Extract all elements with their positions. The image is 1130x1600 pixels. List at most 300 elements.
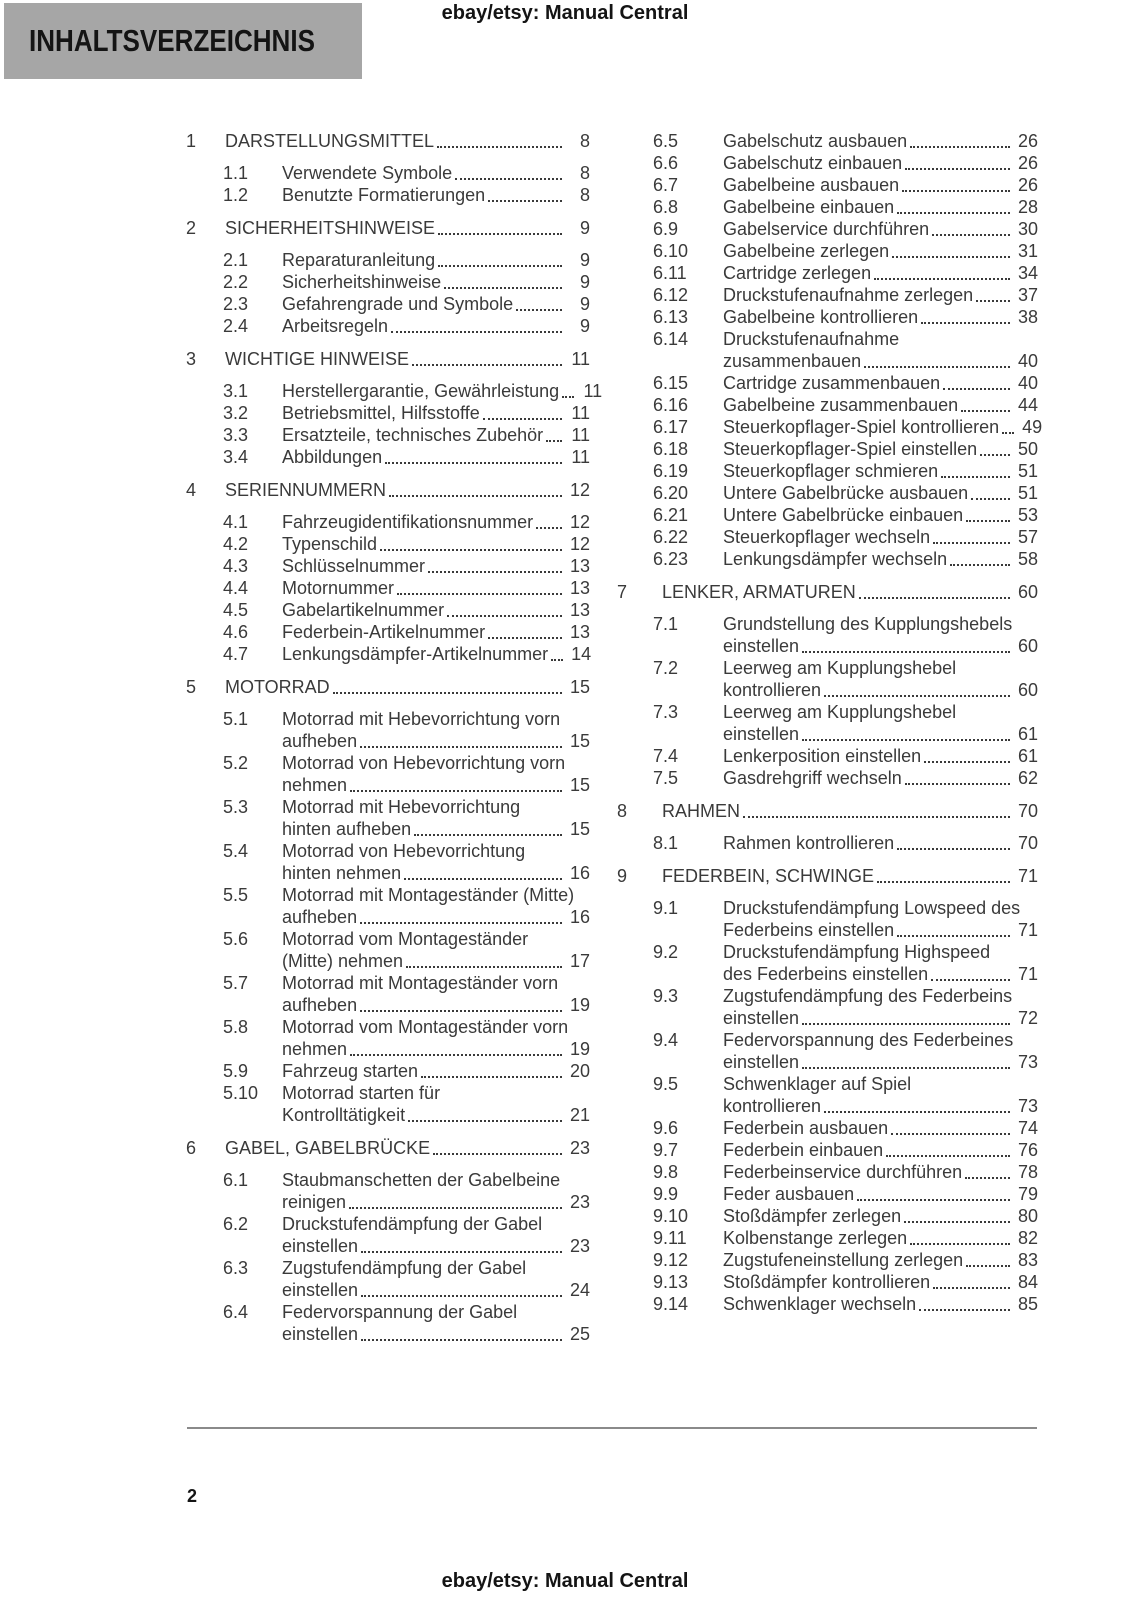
toc-entry-body — [282, 752, 590, 796]
toc-chapter-entry — [186, 130, 590, 152]
toc-entry-number: 2.4 — [223, 316, 249, 336]
toc-entry-number: 6.14 — [653, 329, 689, 349]
toc-entry-body — [225, 130, 590, 152]
dot-leader — [919, 1293, 1010, 1315]
toc-entry-page: 82 — [1017, 1228, 1038, 1248]
dot-leader — [361, 1323, 562, 1345]
toc-entry-page: 78 — [1017, 1162, 1038, 1182]
toc-entry-title: Gabelbeine zerlegen — [723, 241, 890, 261]
dot-leader — [976, 284, 1010, 306]
toc-entry-page: 26 — [1017, 175, 1038, 195]
toc-entry-page: 38 — [1017, 307, 1038, 327]
dot-leader — [864, 350, 1010, 372]
dot-leader — [455, 162, 562, 184]
toc-entry-number: 6.12 — [653, 285, 689, 305]
toc-entry-page: 13 — [569, 600, 590, 620]
toc-entry-page: 60 — [1017, 582, 1038, 602]
toc-column-left — [186, 130, 603, 1345]
toc-section-entry — [186, 533, 590, 555]
toc-entry-number: 5 — [186, 677, 197, 697]
toc-entry-page: 62 — [1017, 768, 1038, 788]
toc-entry-title: hinten nehmen — [282, 863, 402, 883]
dot-leader — [438, 249, 562, 271]
toc-entry-number: 1 — [186, 131, 197, 151]
toc-entry-number: 6.23 — [653, 549, 689, 569]
toc-entry-page: 51 — [1017, 461, 1038, 481]
dot-leader — [802, 723, 1010, 745]
toc-entry-page: 14 — [571, 644, 592, 664]
toc-entry-number: 7 — [617, 582, 628, 602]
toc-section-entry — [186, 1257, 590, 1301]
toc-entry-number: 7.1 — [653, 614, 679, 634]
toc-entry-page: 12 — [569, 534, 590, 554]
toc-entry-body — [282, 796, 590, 840]
dot-leader — [350, 1038, 562, 1060]
toc-entry-number: 5.10 — [223, 1083, 259, 1103]
toc-entry-title: LENKER, ARMATUREN — [662, 582, 856, 602]
toc-entry-body — [723, 1271, 1038, 1293]
toc-entry-number: 7.5 — [653, 768, 679, 788]
toc-entry-number: 5.5 — [223, 885, 249, 905]
toc-entry-title: Gabelartikelnummer — [282, 600, 445, 620]
toc-entry-body — [282, 1016, 590, 1060]
toc-entry-body — [282, 972, 590, 1016]
dot-leader — [824, 1095, 1010, 1117]
toc-entry-number: 2.1 — [223, 250, 249, 270]
dot-leader — [421, 1060, 562, 1082]
toc-entry-title: kontrollieren — [723, 680, 822, 700]
dot-leader — [438, 217, 562, 239]
toc-entry-body — [282, 577, 590, 599]
toc-entry-body — [723, 548, 1038, 570]
toc-chapter-entry — [617, 800, 1038, 822]
dot-leader — [447, 599, 562, 621]
toc-chapter-entry — [186, 348, 590, 370]
toc-entry-title: Schlüsselnummer — [282, 556, 426, 576]
toc-entry-number: 6.4 — [223, 1302, 249, 1322]
toc-entry-body — [282, 621, 590, 643]
toc-entry-number: 6.19 — [653, 461, 689, 481]
toc-entry-body — [723, 1227, 1038, 1249]
dot-leader — [933, 526, 1010, 548]
toc-entry-title: Benutzte Formatierungen — [282, 185, 486, 205]
toc-entry-page: 58 — [1017, 549, 1038, 569]
toc-entry-page: 60 — [1017, 636, 1038, 656]
toc-entry-number: 6.1 — [223, 1170, 249, 1190]
document-footer-title: ebay/etsy: Manual Central — [441, 1570, 689, 1592]
dot-leader — [404, 862, 562, 884]
toc-entry-body — [723, 416, 1043, 438]
toc-entry-title: Stoßdämpfer kontrollieren — [723, 1272, 931, 1292]
toc-entry-title: Steuerkopflager-Spiel einstellen — [723, 439, 978, 459]
toc-entry-page: 80 — [1017, 1206, 1038, 1226]
toc-entry-page: 9 — [579, 250, 590, 270]
toc-entry-body — [662, 581, 1038, 603]
dot-leader — [350, 774, 562, 796]
dot-leader — [743, 800, 1010, 822]
toc-entry-page: 26 — [1017, 153, 1038, 173]
toc-entry-number: 5.1 — [223, 709, 249, 729]
toc-entry-title: Federbeinservice durchführen — [723, 1162, 963, 1182]
toc-section-entry — [617, 218, 1038, 240]
toc-section-entry — [186, 162, 590, 184]
toc-entry-page: 40 — [1017, 351, 1038, 371]
toc-entry-body — [723, 152, 1038, 174]
dot-leader — [360, 906, 562, 928]
toc-entry-page: 13 — [569, 578, 590, 598]
toc-entry-title: Cartridge zerlegen — [723, 263, 872, 283]
dot-leader — [905, 767, 1010, 789]
dot-leader — [380, 533, 562, 555]
toc-entry-title: Stoßdämpfer zerlegen — [723, 1206, 902, 1226]
toc-entry-title-line: Staubmanschetten der Gabelbeine — [282, 1170, 561, 1190]
dot-leader — [965, 1161, 1010, 1183]
toc-entry-title-line: Motorrad mit Hebevorrichtung vorn — [282, 709, 561, 729]
toc-section-entry — [617, 196, 1038, 218]
toc-entry-body — [723, 372, 1038, 394]
toc-entry-body — [723, 897, 1038, 941]
document-header-title: ebay/etsy: Manual Central — [441, 2, 689, 24]
toc-entry-body — [723, 482, 1038, 504]
toc-entry-body — [225, 217, 590, 239]
dot-leader — [966, 504, 1010, 526]
toc-entry-page: 13 — [569, 622, 590, 642]
toc-section-entry — [186, 599, 590, 621]
toc-entry-page: 83 — [1017, 1250, 1038, 1270]
dot-leader — [562, 380, 574, 402]
toc-entry-number: 2 — [186, 218, 197, 238]
dot-leader — [385, 446, 562, 468]
toc-entry-number: 6.15 — [653, 373, 689, 393]
toc-entry-number: 6.17 — [653, 417, 689, 437]
toc-entry-number: 6.10 — [653, 241, 689, 261]
dot-leader — [892, 240, 1010, 262]
toc-entry-title: einstellen — [723, 636, 800, 656]
toc-entry-body — [282, 928, 590, 972]
toc-entry-page: 49 — [1022, 417, 1043, 437]
toc-section-entry — [617, 1073, 1038, 1117]
toc-entry-body — [282, 1257, 590, 1301]
toc-entry-number: 4.5 — [223, 600, 249, 620]
toc-section-entry — [617, 1117, 1038, 1139]
dot-leader — [897, 919, 1010, 941]
toc-entry-number: 4.3 — [223, 556, 249, 576]
toc-entry-number: 9 — [617, 866, 628, 886]
toc-section-entry — [617, 1249, 1038, 1271]
toc-entry-page: 15 — [569, 819, 590, 839]
toc-section-entry — [186, 884, 590, 928]
dot-leader — [859, 581, 1010, 603]
toc-section-entry — [186, 446, 590, 468]
toc-section-entry — [617, 1183, 1038, 1205]
toc-entry-body — [723, 328, 1038, 372]
toc-entry-page: 23 — [569, 1138, 590, 1158]
dot-leader — [921, 306, 1010, 328]
toc-entry-title: Gasdrehgriff wechseln — [723, 768, 902, 788]
toc-entry-title: aufheben — [282, 731, 358, 751]
toc-section-entry — [617, 460, 1038, 482]
dot-leader — [897, 832, 1010, 854]
dot-leader — [391, 315, 562, 337]
toc-section-entry — [186, 621, 590, 643]
toc-entry-title: Steuerkopflager-Spiel kontrollieren — [723, 417, 1000, 437]
toc-entry-number: 9.9 — [653, 1184, 679, 1204]
toc-entry-body — [723, 1249, 1038, 1271]
toc-entry-page: 11 — [571, 425, 590, 445]
toc-entry-number: 6.6 — [653, 153, 679, 173]
toc-entry-title-line: Motorrad starten für — [282, 1083, 441, 1103]
toc-chapter-entry — [186, 676, 590, 698]
toc-entry-title: reinigen — [282, 1192, 347, 1212]
toc-entry-number: 2.3 — [223, 294, 249, 314]
toc-entry-page: 11 — [571, 403, 590, 423]
dot-leader — [360, 730, 562, 752]
toc-entry-body — [723, 504, 1038, 526]
toc-entry-title: Steuerkopflager wechseln — [723, 527, 931, 547]
toc-entry-title: Federbeins einstellen — [723, 920, 895, 940]
toc-entry-number: 6.21 — [653, 505, 689, 525]
toc-section-entry — [617, 1205, 1038, 1227]
toc-entry-title: Steuerkopflager schmieren — [723, 461, 939, 481]
toc-entry-title-line: Grundstellung des Kupplungshebels — [723, 614, 1013, 634]
toc-entry-page: 73 — [1017, 1052, 1038, 1072]
dot-leader — [516, 293, 562, 315]
dot-leader — [546, 424, 562, 446]
dot-leader — [931, 963, 1010, 985]
toc-entry-title: Gabelservice durchführen — [723, 219, 930, 239]
toc-section-entry — [617, 482, 1038, 504]
toc-entry-title-line: Motorrad von Hebevorrichtung — [282, 841, 526, 861]
toc-entry-number: 3.4 — [223, 447, 249, 467]
toc-entry-number: 9.10 — [653, 1206, 689, 1226]
toc-entry-body — [282, 293, 590, 315]
toc-section-entry — [617, 613, 1038, 657]
toc-entry-title: Lenkungsdämpfer-Artikelnummer — [282, 644, 549, 664]
toc-entry-title: Rahmen kontrollieren — [723, 833, 895, 853]
toc-entry-number: 5.8 — [223, 1017, 249, 1037]
dot-leader — [891, 1117, 1010, 1139]
toc-section-entry — [617, 941, 1038, 985]
toc-entry-page: 9 — [579, 316, 590, 336]
toc-entry-title-line: Federvorspannung des Federbeines — [723, 1030, 1014, 1050]
toc-entry-body — [723, 130, 1038, 152]
toc-entry-number: 3.3 — [223, 425, 249, 445]
toc-entry-title-line: Motorrad vom Montageständer vorn — [282, 1017, 569, 1037]
toc-entry-title: des Federbeins einstellen — [723, 964, 929, 984]
toc-entry-title: Gabelschutz ausbauen — [723, 131, 908, 151]
toc-entry-body — [723, 941, 1038, 985]
dot-leader — [536, 511, 562, 533]
toc-entry-body — [282, 446, 590, 468]
dot-leader — [802, 1007, 1010, 1029]
toc-entry-number: 7.4 — [653, 746, 679, 766]
dot-leader — [802, 635, 1010, 657]
toc-entry-body — [225, 1137, 590, 1159]
toc-entry-title: Druckstufenaufnahme zerlegen — [723, 285, 974, 305]
toc-entry-page: 70 — [1017, 801, 1038, 821]
toc-entry-title: kontrollieren — [723, 1096, 822, 1116]
toc-entry-page: 8 — [579, 185, 590, 205]
toc-entry-page: 11 — [583, 381, 603, 401]
toc-chapter-entry — [186, 217, 590, 239]
dot-leader — [905, 152, 1010, 174]
toc-entry-page: 50 — [1017, 439, 1038, 459]
dot-leader — [433, 1137, 562, 1159]
toc-entry-title-line: Druckstufendämpfung Highspeed — [723, 942, 991, 962]
toc-entry-body — [723, 1205, 1038, 1227]
toc-entry-number: 4.6 — [223, 622, 249, 642]
toc-section-entry — [186, 577, 590, 599]
toc-entry-title: Lenkerposition einstellen — [723, 746, 922, 766]
toc-section-entry — [186, 424, 590, 446]
toc-entry-body — [225, 348, 590, 370]
toc-section-entry — [186, 1060, 590, 1082]
toc-entry-title: nehmen — [282, 775, 348, 795]
toc-entry-page: 21 — [569, 1105, 590, 1125]
dot-leader — [877, 865, 1010, 887]
toc-column-right — [617, 130, 1043, 1345]
toc-section-entry — [617, 284, 1038, 306]
toc-entry-page: 31 — [1017, 241, 1038, 261]
toc-entry-number: 9.6 — [653, 1118, 679, 1138]
toc-entry-title: Lenkungsdämpfer wechseln — [723, 549, 948, 569]
toc-entry-page: 71 — [1017, 920, 1038, 940]
dot-leader — [488, 621, 562, 643]
dot-leader — [361, 1235, 562, 1257]
toc-entry-number: 4.4 — [223, 578, 249, 598]
toc-entry-title: Betriebsmittel, Hilfsstoffe — [282, 403, 480, 423]
dot-leader — [408, 1104, 562, 1126]
toc-entry-page: 8 — [579, 163, 590, 183]
toc-entry-number: 3 — [186, 349, 197, 369]
toc-entry-page: 26 — [1017, 131, 1038, 151]
toc-entry-number: 9.14 — [653, 1294, 689, 1314]
toc-entry-title: GABEL, GABELBRÜCKE — [225, 1138, 431, 1158]
dot-leader — [910, 1227, 1010, 1249]
toc-entry-page: 61 — [1017, 724, 1038, 744]
toc-entry-body — [662, 865, 1038, 887]
dot-leader — [360, 994, 562, 1016]
toc-entry-page: 28 — [1017, 197, 1038, 217]
toc-entry-title-line: Zugstufendämpfung der Gabel — [282, 1258, 527, 1278]
toc-entry-body — [282, 840, 590, 884]
toc-section-entry — [617, 438, 1038, 460]
toc-entry-body — [723, 745, 1038, 767]
toc-section-entry — [186, 840, 590, 884]
toc-entry-title: Schwenklager wechseln — [723, 1294, 917, 1314]
toc-entry-title-line: Zugstufendämpfung des Federbeins — [723, 986, 1013, 1006]
toc-entry-title-line: Druckstufendämpfung der Gabel — [282, 1214, 543, 1234]
dot-leader — [897, 196, 1010, 218]
toc-entry-page: 51 — [1017, 483, 1038, 503]
toc-entry-body — [282, 315, 590, 337]
toc-entry-number: 9.7 — [653, 1140, 679, 1160]
toc-entry-title: Untere Gabelbrücke einbauen — [723, 505, 964, 525]
toc-entry-page: 72 — [1017, 1008, 1038, 1028]
toc-section-entry — [186, 184, 590, 206]
toc-entry-page: 74 — [1017, 1118, 1038, 1138]
toc-entry-body — [282, 424, 590, 446]
toc-entry-body — [723, 613, 1038, 657]
toc-entry-title-line: Motorrad vom Montageständer — [282, 929, 529, 949]
toc-chapter-entry — [186, 479, 590, 501]
toc-entry-title: Fahrzeugidentifikationsnummer — [282, 512, 534, 532]
toc-entry-number: 8 — [617, 801, 628, 821]
toc-entry-page: 34 — [1017, 263, 1038, 283]
toc-entry-number: 1.2 — [223, 185, 249, 205]
toc-entry-number: 5.3 — [223, 797, 249, 817]
toc-entry-title: einstellen — [723, 724, 800, 744]
toc-section-entry — [617, 701, 1038, 745]
dot-leader — [406, 950, 562, 972]
toc-entry-page: 19 — [569, 1039, 590, 1059]
toc-entry-body — [282, 643, 590, 665]
toc-entry-page: 15 — [569, 731, 590, 751]
toc-section-entry — [617, 1227, 1038, 1249]
toc-section-entry — [617, 1293, 1038, 1315]
toc-entry-page: 60 — [1017, 680, 1038, 700]
toc-entry-body — [282, 271, 590, 293]
dot-leader — [361, 1279, 562, 1301]
toc-entry-body — [282, 184, 590, 206]
toc-entry-title: SERIENNUMMERN — [225, 480, 387, 500]
toc-entry-number: 6.11 — [653, 263, 687, 283]
toc-entry-number: 4.2 — [223, 534, 249, 554]
toc-entry-title: Gabelbeine einbauen — [723, 197, 895, 217]
dot-leader — [941, 460, 1010, 482]
dot-leader — [437, 130, 562, 152]
toc-entry-page: 23 — [569, 1192, 590, 1212]
dot-leader — [333, 676, 562, 698]
toc-entry-number: 9.8 — [653, 1162, 679, 1182]
toc-entry-number: 4.7 — [223, 644, 249, 664]
toc-section-entry — [186, 643, 590, 665]
toc-entry-title-line: Motorrad mit Montageständer (Mitte) — [282, 885, 575, 905]
toc-chapter-entry — [617, 581, 1038, 603]
toc-section-entry — [186, 1016, 590, 1060]
toc-entry-number: 9.2 — [653, 942, 679, 962]
toc-entry-title: Kolbenstange zerlegen — [723, 1228, 908, 1248]
toc-entry-number: 7.2 — [653, 658, 679, 678]
toc-entry-body — [723, 394, 1038, 416]
dot-leader — [980, 438, 1010, 460]
toc-entry-page: 9 — [579, 218, 590, 238]
toc-entry-number: 9.4 — [653, 1030, 679, 1050]
toc-entry-body — [282, 708, 590, 752]
toc-entry-number: 6.2 — [223, 1214, 249, 1234]
toc-section-entry — [186, 1169, 590, 1213]
toc-entry-body — [282, 249, 590, 271]
toc-entry-page: 71 — [1017, 866, 1038, 886]
toc-section-entry — [186, 708, 590, 752]
toc-entry-number: 6.3 — [223, 1258, 249, 1278]
toc-entry-body — [225, 676, 590, 698]
toc-chapter-entry — [186, 1137, 590, 1159]
dot-leader — [932, 218, 1010, 240]
toc-entry-title: einstellen — [282, 1236, 359, 1256]
toc-section-entry — [617, 1161, 1038, 1183]
toc-entry-body — [723, 526, 1038, 548]
dot-leader — [902, 174, 1010, 196]
toc-entry-number: 6.9 — [653, 219, 679, 239]
toc-entry-page: 44 — [1017, 395, 1038, 415]
toc-entry-number: 4 — [186, 480, 197, 500]
toc-entry-body — [225, 479, 590, 501]
toc-entry-body — [723, 262, 1038, 284]
toc-entry-body — [723, 284, 1038, 306]
toc-entry-body — [723, 985, 1038, 1029]
toc-entry-page: 11 — [571, 349, 590, 369]
